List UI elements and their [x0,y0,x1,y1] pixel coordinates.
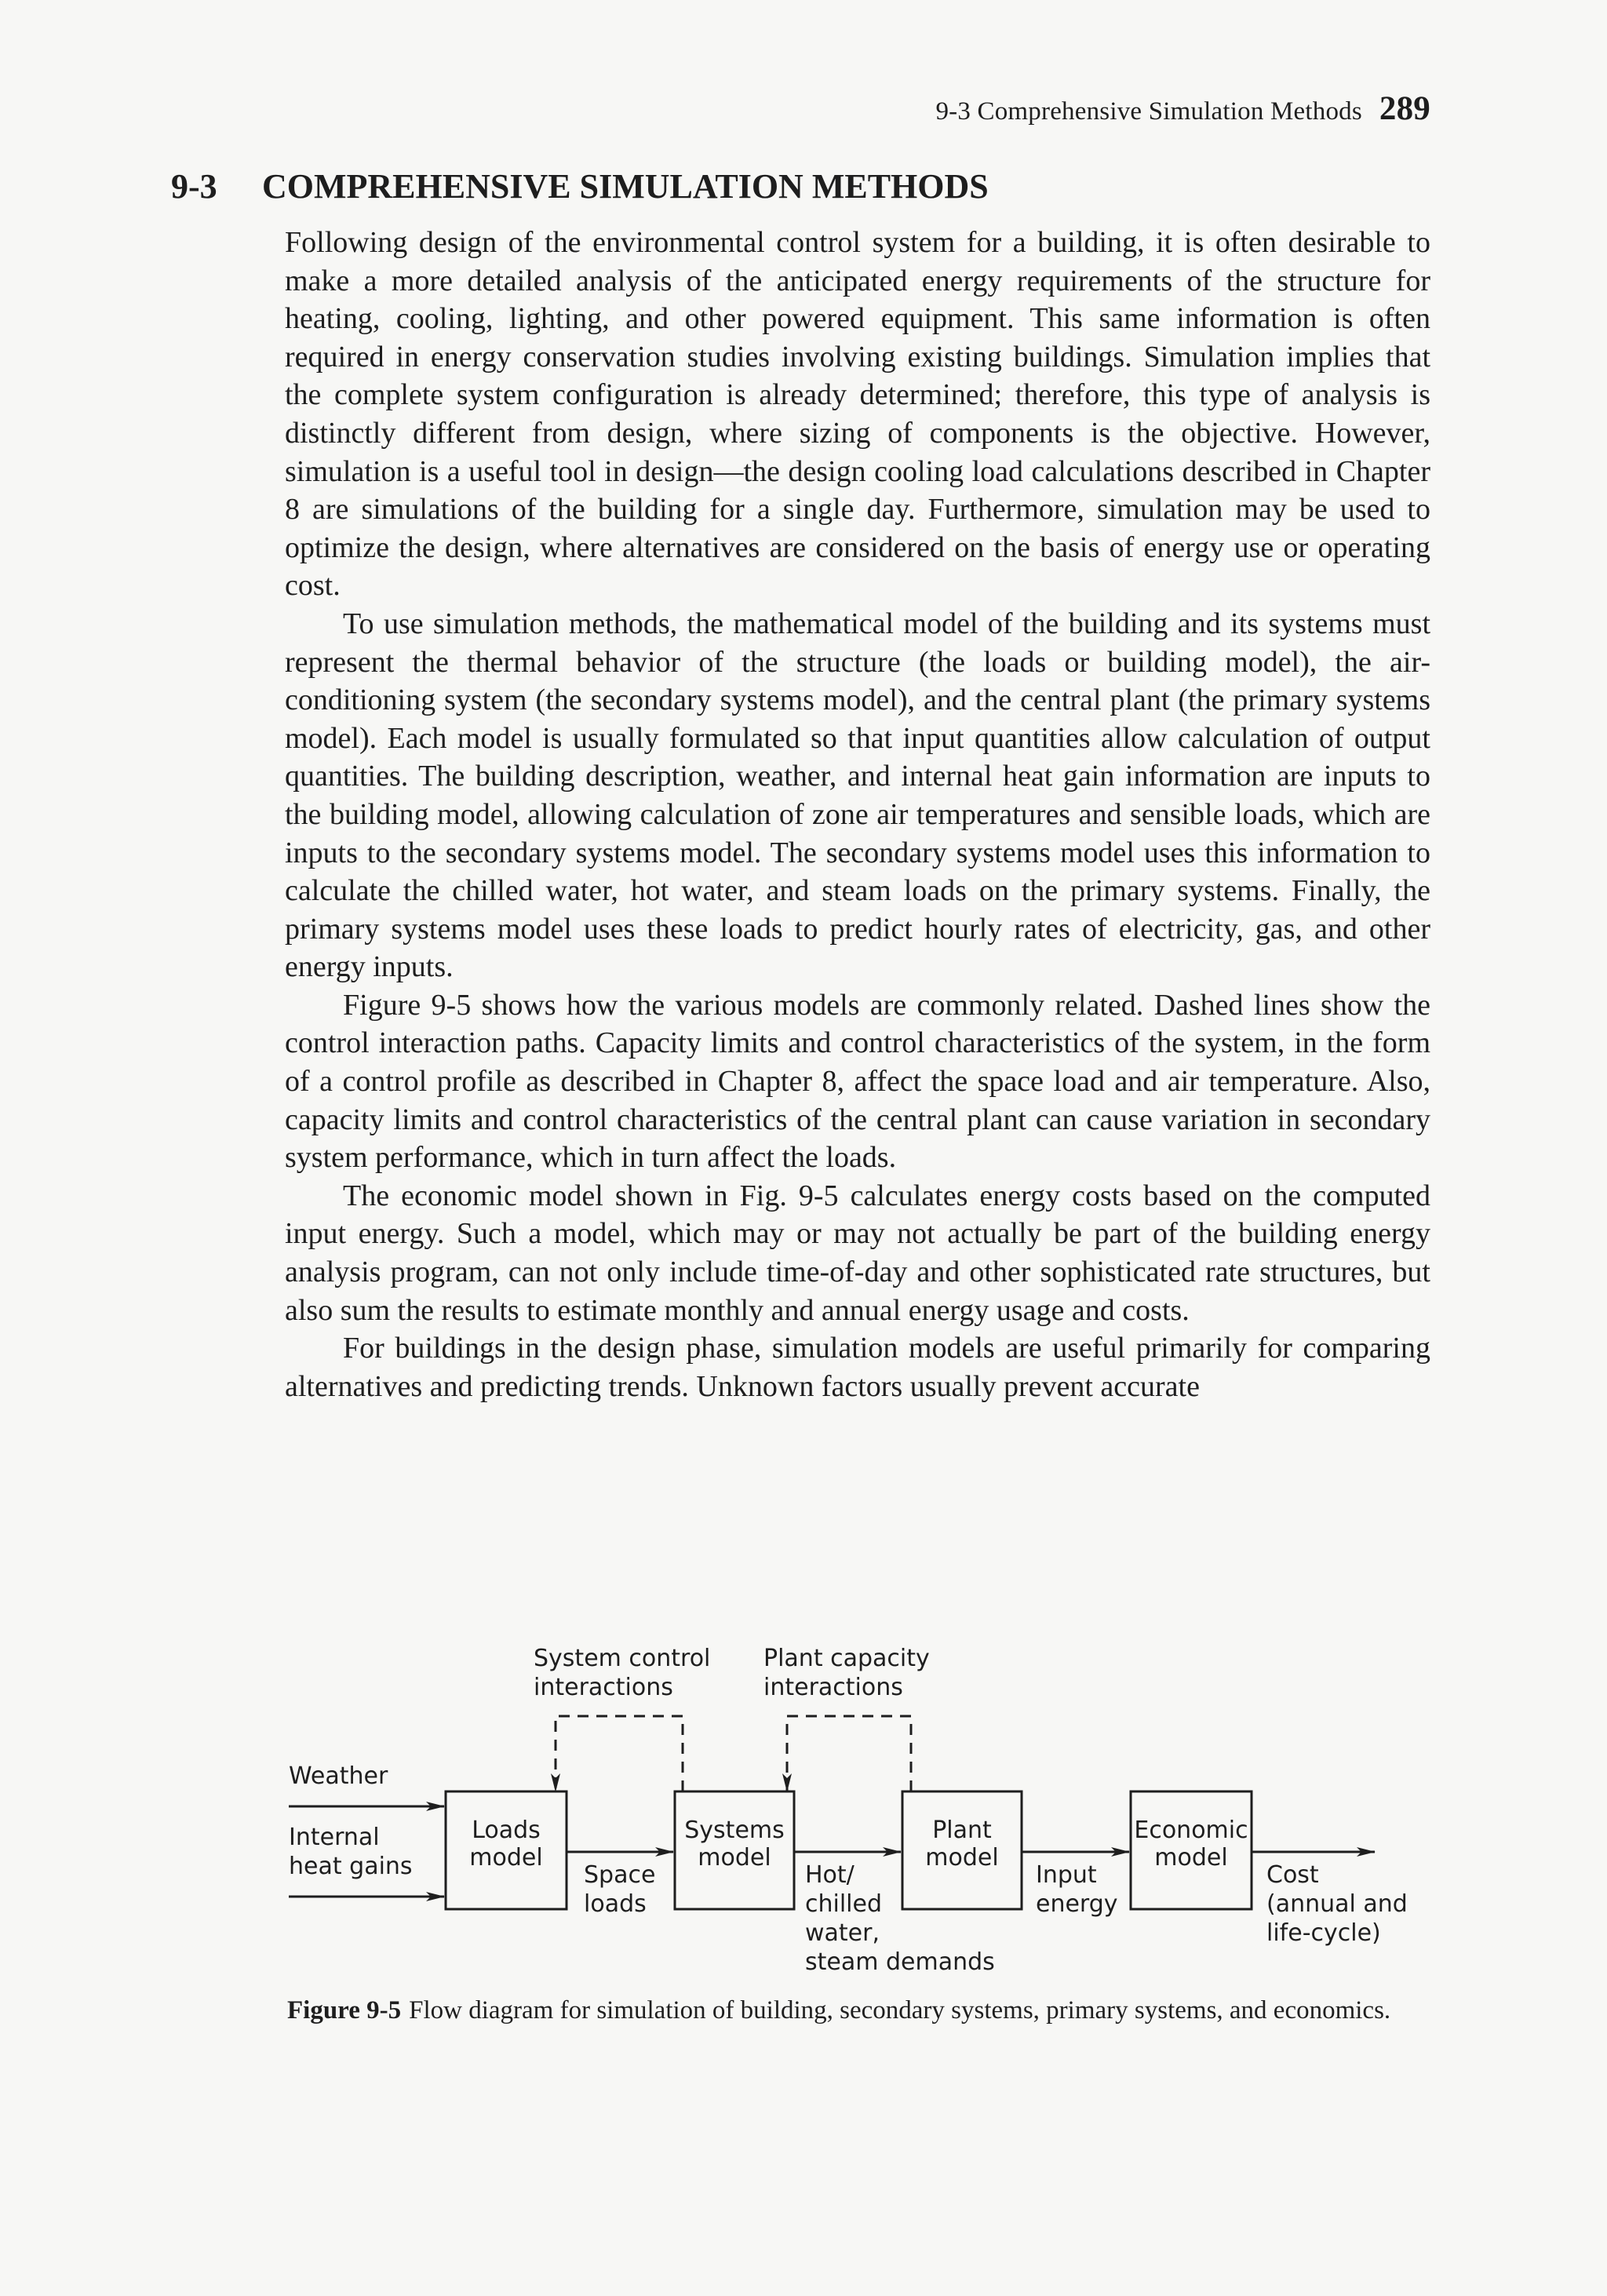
figure-9-5 [0,1632,1607,2040]
label-system-control-1: System control [534,1645,711,1672]
running-head [935,89,1430,128]
label-internal-2: heat gains [289,1853,413,1880]
body-text [285,224,1430,1405]
label-plant-capacity-2: interactions [763,1674,903,1701]
label-chilled: chilled [805,1890,883,1918]
figure-caption [287,1993,1401,2028]
loads-model-label-1: Loads [472,1817,541,1844]
plant-model-label-2: model [925,1844,999,1871]
section-number: 9-3 [171,167,217,206]
paragraph-2: To use simulation methods, the mathematical model of the building and its systems must represent the thermal behavior of the structure (the loads or building model), the air-conditioning system (the secondary systems model), and the central plant (the primary systems model). Each model is usually formulated so that input quantities allow calculation of output quantities. The building description, weather, and internal heat gain information are inputs to the building model, allowing calculation of zone air temperatures and sensible loads, which are inputs to the secondary systems model. The secondary systems model uses this information to calculate the chilled water, hot water, and steam loads on the primary systems. Finally, the primary systems model uses these loads to predict hourly rates of electricity, gas, and other energy inputs. [285,607,1430,984]
label-water: water, [805,1919,880,1947]
page-number: 289 [1379,90,1430,127]
paragraph-5: For buildings in the design phase, simulation models are useful primarily for comparing alternatives and predicting trends. Unknown factors usually prevent accurate [285,1332,1430,1403]
economic-model-label-2: model [1154,1844,1228,1871]
flow-diagram [0,1632,1607,1993]
label-annual-and: (annual and [1266,1890,1408,1918]
caption-text: Flow diagram for simulation of building, secondary systems, primary systems, and economics. [409,1996,1391,2024]
paragraph-1: Following design of the environmental control system for a building, it is often desirable to make a more detailed analysis of the anticipated energy requirements of the structure for heating, cooling, lighting, and other powered equipment. This same information is often required in energy conservation studies involving existing buildings. Simulation implies that the complete system configuration is already determined; therefore, this type of analysis is distinctly different from design, where sizing of components is the objective. However, simulation is a useful tool in design—the design cooling load calculations described in Chapter 8 are simulations of the building for a single day. Furthermore, simulation may be used to optimize the design, where alternatives are considered on the basis of energy use or operating cost. [285,226,1430,603]
label-input: Input [1036,1861,1097,1889]
systems-model-label-2: model [698,1844,771,1871]
caption-label: Figure 9-5 [287,1996,402,2024]
plant-capacity-loop [787,1716,911,1791]
label-steam-demands: steam demands [805,1948,995,1976]
label-system-control-2: interactions [534,1674,673,1701]
label-cost: Cost [1266,1861,1319,1889]
label-life-cycle: life-cycle) [1266,1919,1381,1947]
label-energy: energy [1036,1890,1118,1918]
economic-model-label-1: Economic [1134,1817,1248,1844]
paragraph-3: Figure 9-5 shows how the various models are commonly related. Dashed lines show the control interaction paths. Capacity limits and control characteristics of the system, in the form of a control profile as described in Chapter 8, affect the space load and air temperature. Also, capacity limits and control characteristics of the central plant can cause variation in secondary system performance, which in turn affect the loads. [285,988,1430,1175]
paragraph-4: The economic model shown in Fig. 9-5 calculates energy costs based on the computed input energy. Such a model, which may or may not actually be part of the building energy analysis program, can not only include time-of-day and other sophisticated rate structures, but also sum the results to estimate monthly and annual energy usage and costs. [285,1179,1430,1327]
label-weather: Weather [289,1762,388,1790]
label-hot: Hot/ [805,1861,855,1889]
label-space: Space [584,1861,656,1889]
section-heading [171,166,989,206]
loads-model-label-2: model [469,1844,543,1871]
plant-model-label-1: Plant [932,1817,992,1844]
section-title: COMPREHENSIVE SIMULATION METHODS [262,167,989,206]
running-title: 9-3 Comprehensive Simulation Methods [935,97,1362,126]
label-plant-capacity-1: Plant capacity [763,1645,930,1672]
system-control-loop [556,1716,683,1791]
label-loads: loads [584,1890,647,1918]
systems-model-label-1: Systems [684,1817,785,1844]
label-internal-1: Internal [289,1824,380,1851]
